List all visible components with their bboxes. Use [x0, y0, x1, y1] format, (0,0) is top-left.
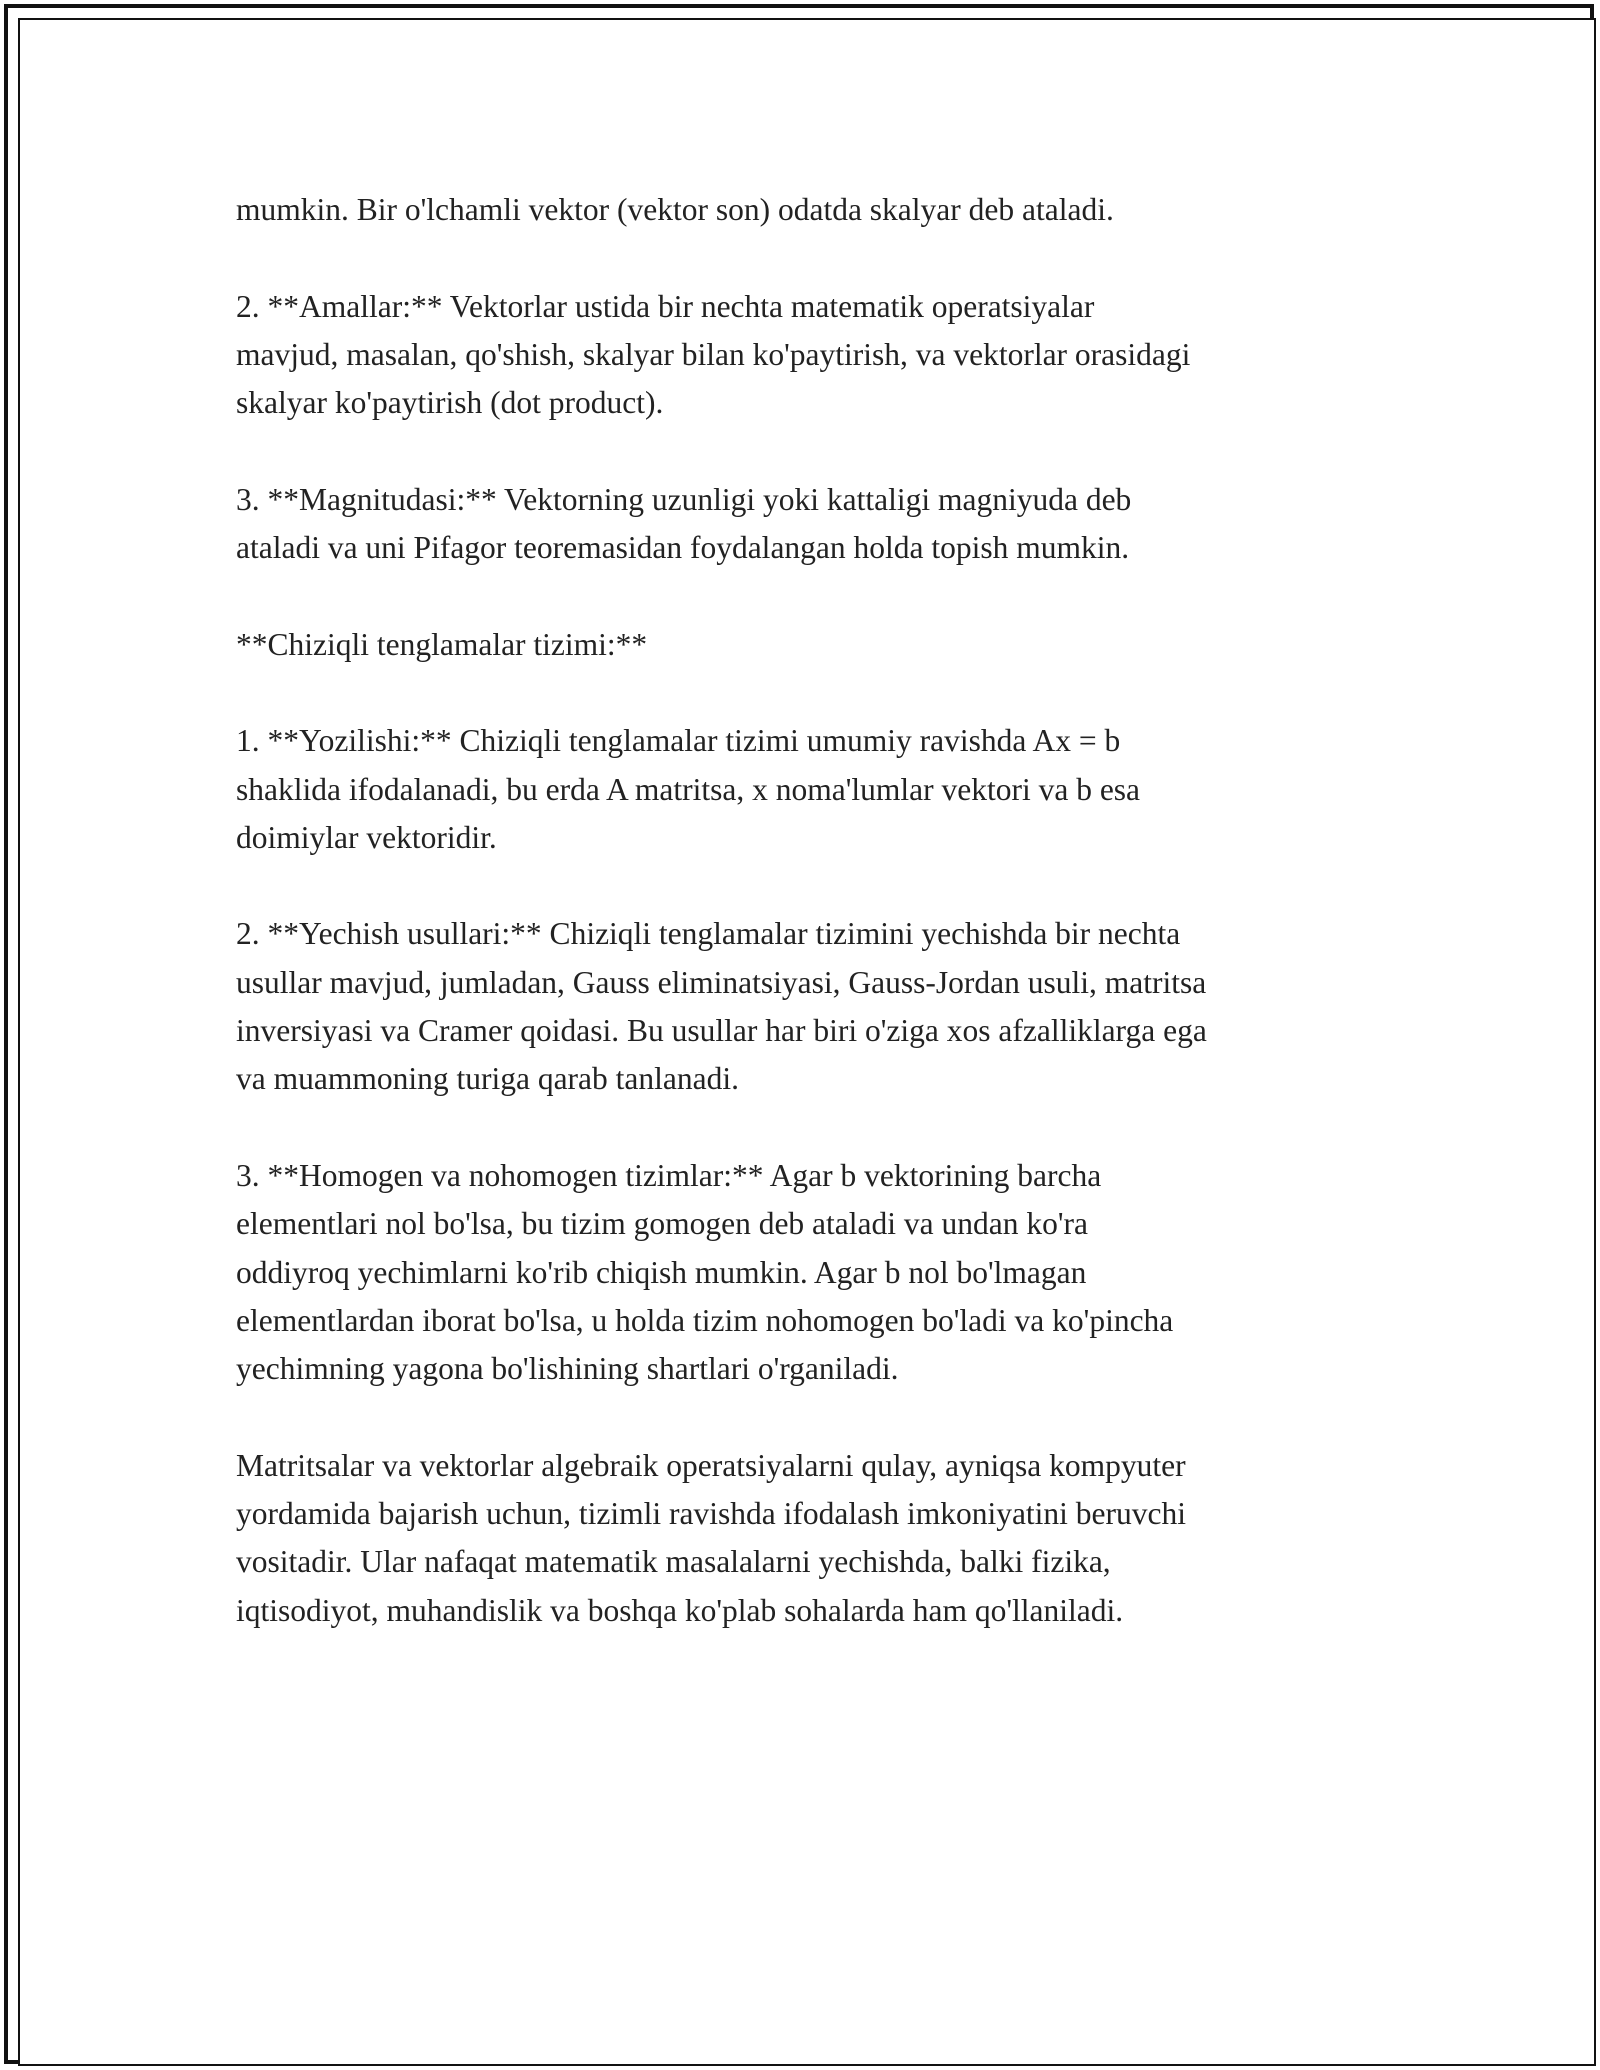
paragraph-solution-methods: 2. **Yechish usullari:** Chiziqli tenglamalar tizimini yechishda bir nechta usullar mavjud, jumladan, Gauss eliminatsiyasi, Gauss-Jordan usuli, matritsa inversiyasi va Cramer qoidasi. Bu usullar har biri o'ziga xos afzalliklarga ega va muammoning turiga qarab tanlanadi. [236, 916, 1207, 1097]
paragraph-conclusion: Matritsalar va vektorlar algebraik operatsiyalarni qulay, ayniqsa kompyuter yordamida bajarish uchun, tizimli ravishda ifodalash imkoniyatini beruvchi vositadir. Ular nafaqat matematik masalalarni yechishda, balki fizika, iqtisodiyot, muhandislik va boshqa ko'plab sohalarda ham qo'llaniladi. [236, 1447, 1187, 1628]
paragraph-scalar-note: mumkin. Bir o'lchamli vektor (vektor son) odatda skalyar deb ataladi. [236, 192, 1114, 227]
paragraph-vector-operations: 2. **Amallar:** Vektorlar ustida bir nechta matematik operatsiyalar mavjud, masalan, qo'shish, skalyar bilan ko'paytirish, va vektorlar orasidagi skalyar ko'paytirish (dot product). [236, 288, 1191, 421]
paragraph-vector-magnitude: 3. **Magnitudasi:** Vektorning uzunligi yoki kattaligi magniyuda deb ataladi va uni Pifagor teoremasidan foydalangan holda topish mumkin. [236, 481, 1132, 566]
paragraph-homogeneous-systems: 3. **Homogen va nohomogen tizimlar:** Agar b vektorining barcha elementlari nol bo'lsa, bu tizim gomogen deb ataladi va undan ko'ra oddiyroq yechimlarni ko'rib chiqish mumkin. Agar b nol bo'lmagan elementlardan iborat bo'lsa, u holda tizim nohomogen bo'ladi va ko'pincha yechimning yagona bo'lishining shartlari o'rganiladi. [236, 1157, 1174, 1387]
section-heading-linear-systems: **Chiziqli tenglamalar tizimi:** [236, 626, 648, 662]
paragraph-system-notation: 1. **Yozilishi:** Chiziqli tenglamalar tizimi umumiy ravishda Ax = b shaklida ifodalanadi, bu erda A matritsa, x noma'lumlar vektori va b esa doimiylar vektoridir. [236, 723, 1141, 855]
document-body [236, 186, 1396, 1635]
